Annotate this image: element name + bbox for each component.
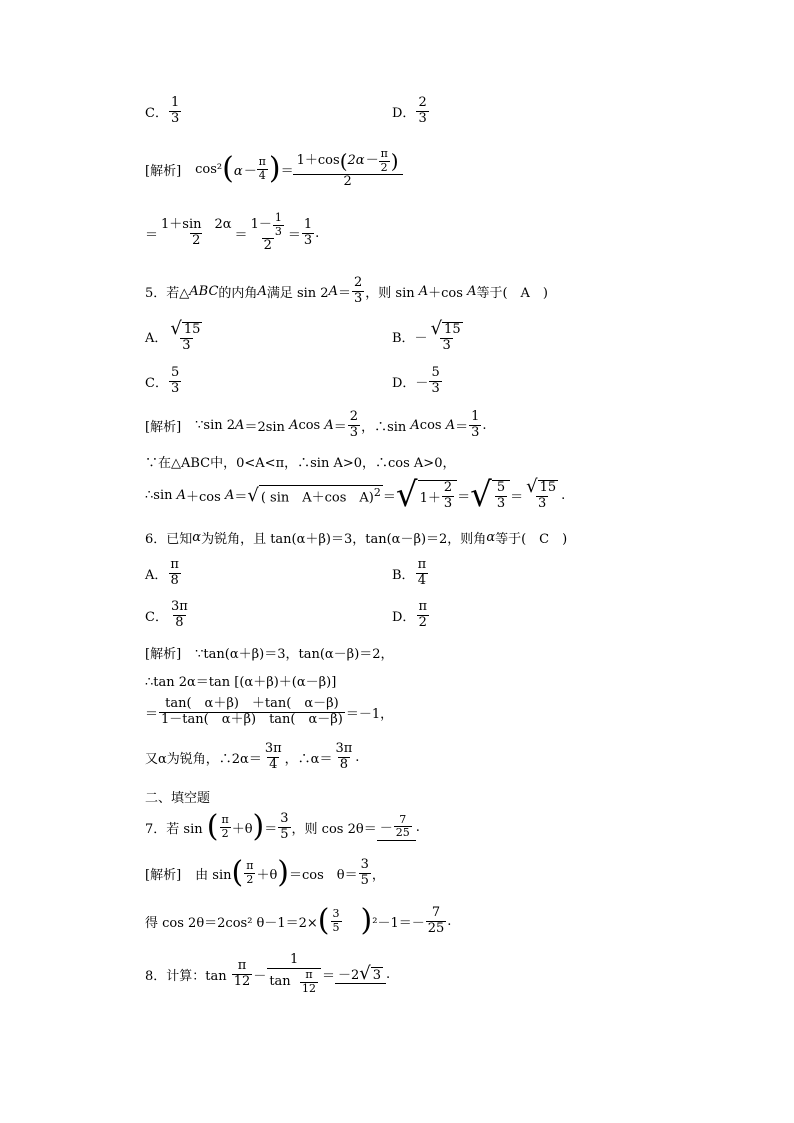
solution-4-line-2: ＝ $\frac{1+\sin 2\alpha}{2}$ ＝ 1－ $\frac{1}{3}$ 2 ＝ $\frac{1}{3}$ . (145, 211, 320, 254)
option-b-q6: B． $\frac{\pi}{4}$ (392, 557, 427, 588)
option-d-q6: D． $\frac{\pi}{2}$ (392, 599, 427, 630)
question-6-stem: 6．已知 α 为锐角，且 tan(α＋β)＝3，tan(α－β)＝2，则角 α 等于( C ) (145, 530, 568, 547)
solution-5-line-1: [解析] ∵sin 2 A ＝2sin A cos A ＝ $\frac{2}{3}$ ，∴sin A cos A ＝ $\frac{1}{3}$ . (145, 409, 487, 440)
fraction: $\frac{2}{3}$ (418, 95, 427, 126)
question-7-stem: 7．若 sin ( $\frac{\pi}{2}$ ＋θ ) ＝ $\frac{3}{5}$ ，则 cos 2θ＝ － $\frac{7}{25}$ . (145, 809, 420, 845)
option-c-q5: C． $\frac{5}{3}$ (145, 365, 180, 396)
question-5-stem: 5．若△ ABC 的内角 A 满足 sin 2 A ＝ $\frac{2}{3}$ ，则 sin A ＋cos A 等于( A ) (145, 275, 548, 306)
option-c-q6: C． $\frac{3\pi}{8}$ (145, 599, 188, 630)
fraction: 1＋cos ( 2α－ $\frac{\pi}{2}$ ) 2 (295, 148, 401, 190)
solution-6-line-3: ＝ $\frac{\tan( \alpha+\beta) +\tan( \alpha-\beta)}{1-\tan( \alpha+\beta) \tan( \alpha-\beta)}$ ＝－1， (145, 696, 394, 727)
option-d-q4: D． $\frac{2}{3}$ (392, 95, 427, 126)
solution-6-line-1: [解析] ∵tan(α＋β)＝3，tan(α－β)＝2， (145, 647, 394, 662)
solution-7-line-2: 得 cos 2θ＝2cos² θ－1＝2× ( $\frac{3}{5}$ ) ²－1＝－ $\frac{7}{25}$ . (145, 903, 452, 939)
option-b-q5: B．－ √ 15 3 (392, 318, 461, 353)
option-a-q5: A． √ 15 3 (145, 318, 201, 353)
option-c-q4: C． $\frac{1}{3}$ (145, 95, 180, 126)
solution-6-line-2: ∴tan 2α＝tan [(α＋β)＋(α－β)] (145, 675, 337, 690)
option-d-q5: D．－ $\frac{5}{3}$ (392, 365, 440, 396)
section-heading: 二、填空题 (145, 791, 211, 806)
solution-5-line-2: ∵在△ABC中，0<A<π，∴sin A>0，∴cos A>0， (145, 456, 456, 471)
solution-5-line-3: ∴sin A ＋cos A ＝ √ ( sin A＋cos A)$^2$ ＝ √ 1＋ $\frac{2}{3}$ ＝ √ $\frac{5}{3}$ ＝ √ 15 3 . (145, 475, 566, 515)
option-a-q6: A． $\frac{\pi}{8}$ (145, 557, 179, 588)
fraction: $\frac{1}{3}$ (170, 95, 180, 126)
question-8-stem: 8．计算：tan $\frac{\pi}{12}$ － 1 tan $\frac{\pi}{12}$ ＝ －2 √ 3 . (145, 952, 391, 995)
solution-6-line-4: 又α为锐角，∴2α＝ $\frac{3\pi}{4}$ ，∴α＝ $\frac{3\pi}{8}$ . (145, 741, 360, 772)
solution-7-line-1: [解析] 由 sin ( $\frac{\pi}{2}$ ＋θ ) ＝cos θ＝ $\frac{3}{5}$ ， (145, 855, 385, 891)
solution-4-line-1: [解析] cos² ( α－ $\frac{\pi}{4}$ ) ＝ 1＋cos ( 2α－ $\frac{\pi}{2}$ ) 2 (145, 148, 402, 190)
